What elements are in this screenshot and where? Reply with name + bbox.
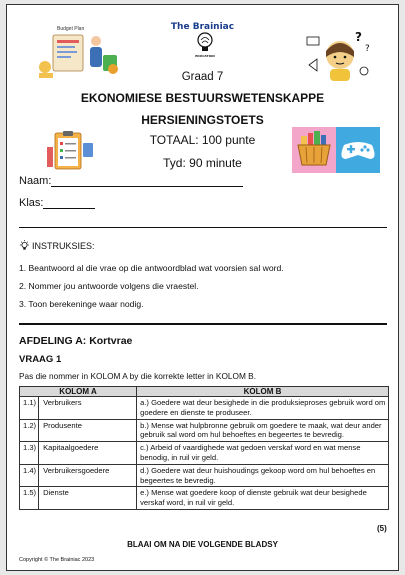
column-b-header: KOLOM B (137, 387, 389, 397)
total-marks: TOTAAL: 100 punte (149, 133, 256, 147)
worksheet-page (6, 4, 399, 571)
row-definition: d.) Goedere wat deur huishoudings gekoop word om hul behoeftes en begeertes te bevredig. (137, 464, 389, 487)
matching-table (19, 386, 389, 510)
instructions-heading (19, 240, 95, 251)
table-row (20, 397, 389, 420)
shopping-basket-icon (292, 127, 336, 173)
svg-text:?: ? (365, 44, 370, 54)
logo-caption: EDUCATION (195, 54, 215, 58)
instruction-item: 3. Toon berekeninge waar nodig. (19, 299, 144, 309)
svg-text:?: ? (355, 30, 362, 44)
question-title: VRAAG 1 (19, 354, 62, 365)
row-number: 1.2) (20, 419, 39, 442)
row-term: Verbruikers (39, 397, 137, 420)
instructions-heading-text: INSTRUKSIES: (32, 240, 95, 251)
table-row (20, 442, 389, 465)
instruction-item: 2. Nommer jou antwoorde volgens die vraestel. (19, 281, 199, 291)
instruction-item: 1. Beantwoord al die vrae op die antwoordblad wat voorsien sal word. (19, 263, 284, 273)
row-number: 1.4) (20, 464, 39, 487)
table-row (20, 487, 389, 510)
brand-name: The Brainiac (170, 22, 235, 32)
row-definition: c.) Arbeid of vaardighede wat gedoen verskaf word en wat mense benodig, in ruil vir geld. (137, 442, 389, 465)
test-name-heading: HERSIENINGSTOETS (141, 113, 264, 127)
column-a-header: KOLOM A (20, 387, 137, 397)
budget-plan-caption: Budget Plan (57, 26, 85, 32)
turn-page-note: BLAAI OM NA DIE VOLGENDE BLADSY (127, 540, 278, 549)
row-number: 1.3) (20, 442, 39, 465)
row-definition: e.) Mense wat goedere koop of dienste gebruik wat deur besighede verskaf word, in ruil vir geld. (137, 487, 389, 510)
question-marks: (5) (377, 524, 387, 533)
question-instruction: Pas die nommer in KOLOM A by die korrekte letter in KOLOM B. (19, 371, 257, 381)
name-field[interactable] (19, 175, 243, 187)
subject-heading: EKONOMIESE BESTUURSWETENSKAPPE (80, 91, 325, 105)
copyright-notice: Copyright © The Brainiac 2023 (19, 557, 95, 563)
lightbulb-icon (19, 240, 30, 251)
row-term: Kapitaalgoedere (39, 442, 137, 465)
time-allowed: Tyd: 90 minute (163, 156, 242, 170)
grade-heading: Graad 7 (181, 71, 224, 83)
checklist-clipboard-illustration (45, 129, 97, 173)
game-controller-icon (336, 127, 380, 173)
row-term: Verbruikersgoedere (39, 464, 137, 487)
row-term: Produsente (39, 419, 137, 442)
table-row (20, 419, 389, 442)
row-definition: b.) Mense wat hulpbronne gebruik om goedere te maak, wat deur ander gebruik sal word om hul behoeftes en begeertes te bevredig. (137, 419, 389, 442)
row-definition: a.) Goedere wat deur besighede in die produksieproses gebruik word om goedere en dienste te produseer. (137, 397, 389, 420)
brain-bulb-logo-icon (196, 32, 214, 54)
row-term: Dienste (39, 487, 137, 510)
row-number: 1.1) (20, 397, 39, 420)
section-divider (19, 323, 387, 325)
divider-line (19, 227, 387, 228)
class-line (43, 199, 95, 209)
class-field[interactable] (19, 197, 95, 209)
class-label: Klas: (19, 197, 44, 209)
table-row (20, 464, 389, 487)
table-header-row (20, 387, 389, 397)
name-label: Naam: (19, 175, 52, 187)
name-line (51, 177, 243, 187)
row-number: 1.5) (20, 487, 39, 510)
section-title: AFDELING A: Kortvrae (19, 335, 133, 347)
